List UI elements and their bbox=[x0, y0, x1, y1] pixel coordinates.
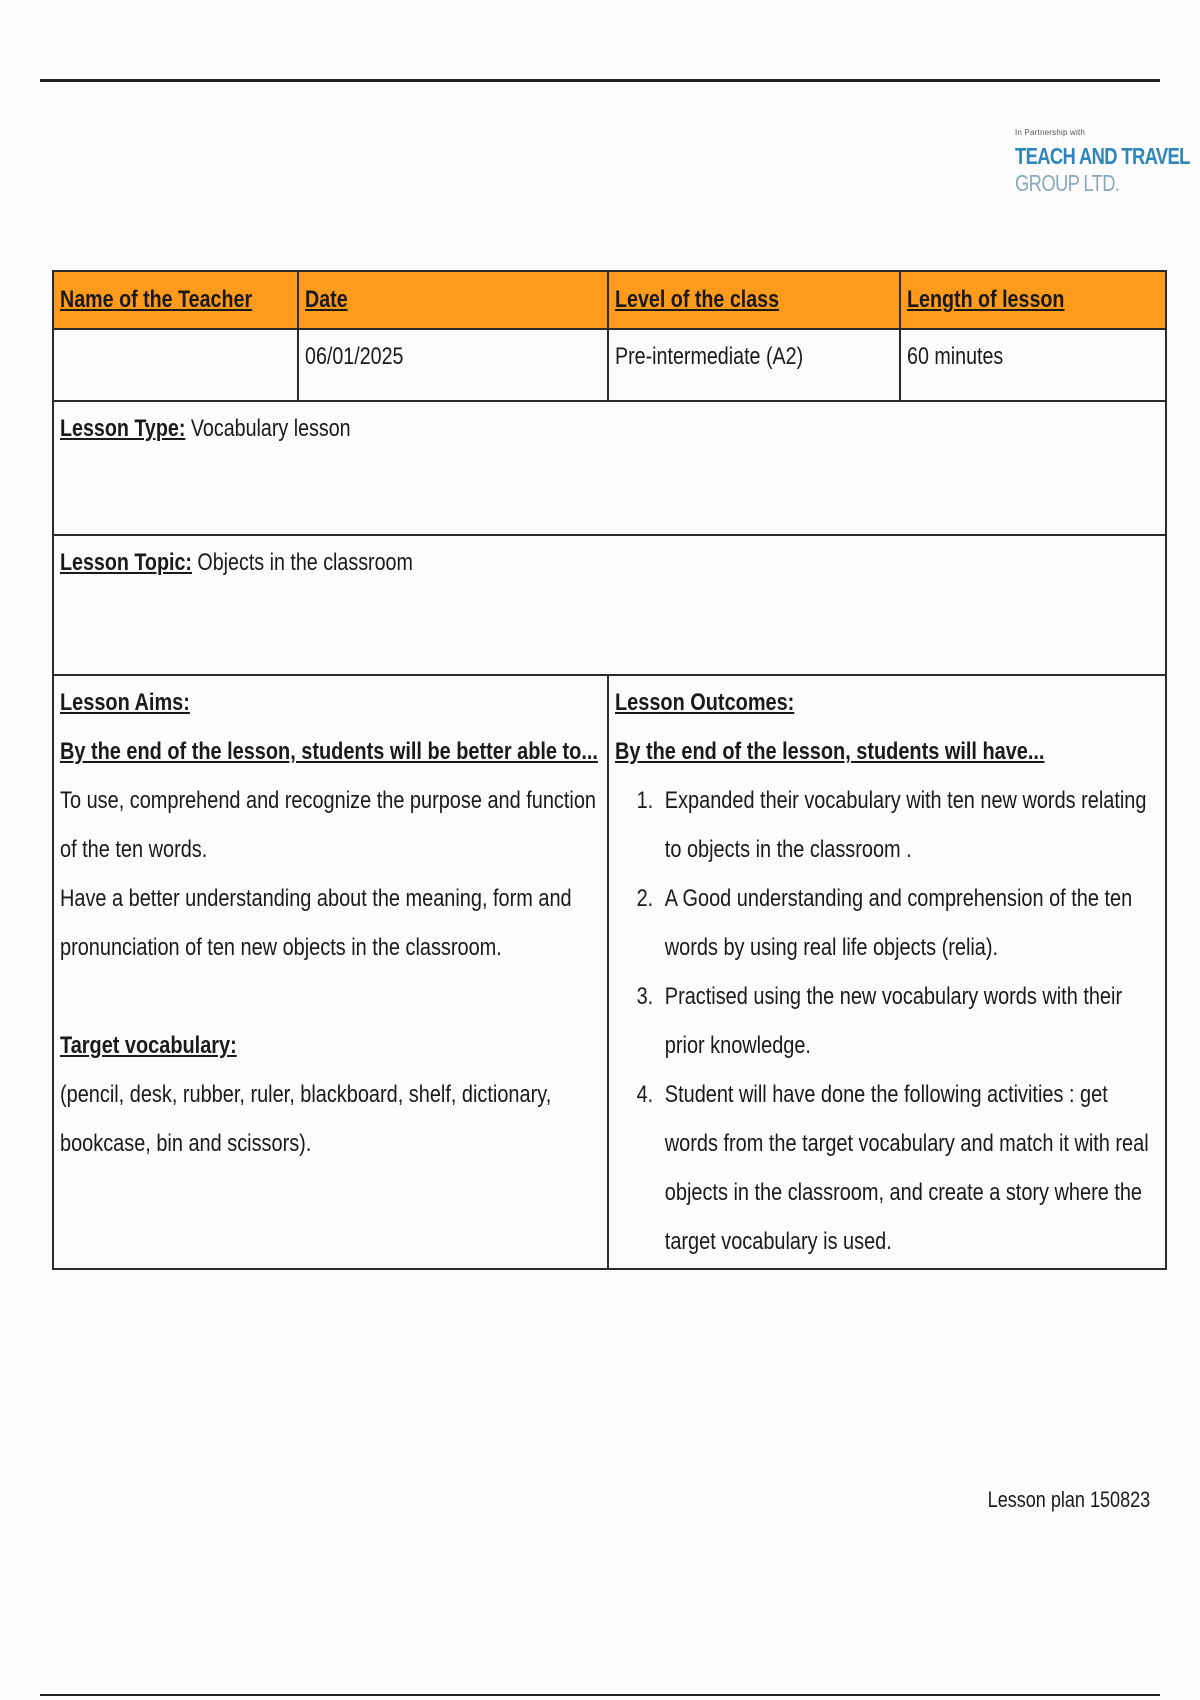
logo-line1: TEACH AND TRAVEL bbox=[1015, 143, 1190, 169]
aims-paragraph-1: To use, comprehend and recognize the purpose and function of the ten words. bbox=[60, 787, 596, 863]
length-value: 60 minutes bbox=[900, 329, 1166, 401]
aims-paragraph-2: Have a better understanding about the meaning, form and pronunciation of ten new objects in the classroom. bbox=[60, 885, 572, 961]
lesson-topic-row bbox=[53, 535, 1166, 675]
lesson-aims-label: Lesson Aims: bbox=[60, 689, 190, 716]
outcome-item: 3. Practised using the new vocabulary words with their prior knowledge. bbox=[636, 983, 1123, 1059]
teach-and-travel-logo bbox=[1015, 128, 1190, 197]
header-length: Length of lesson bbox=[900, 271, 1166, 329]
lesson-outcomes-intro: By the end of the lesson, students will have... bbox=[615, 738, 1045, 765]
lesson-topic-cell bbox=[53, 535, 1166, 675]
bottom-rule bbox=[40, 1694, 1160, 1696]
aims-outcomes-row bbox=[53, 675, 1166, 1269]
outcomes-list bbox=[615, 776, 1157, 1266]
values-row bbox=[53, 329, 1166, 401]
lesson-type-value: Vocabulary lesson bbox=[185, 415, 351, 442]
top-rule bbox=[40, 79, 1160, 82]
logo-partner-text: In Partnership with bbox=[1015, 128, 1086, 137]
lesson-outcomes-cell bbox=[608, 675, 1166, 1269]
level-value: Pre-intermediate (A2) bbox=[608, 329, 900, 401]
lesson-aims-cell bbox=[53, 675, 608, 1269]
lesson-outcomes-label: Lesson Outcomes: bbox=[615, 689, 795, 716]
lesson-topic-value: Objects in the classroom bbox=[191, 549, 413, 576]
lesson-topic-label: Lesson Topic: bbox=[60, 549, 192, 576]
lesson-type-cell bbox=[53, 401, 1166, 535]
header-date: Date bbox=[298, 271, 608, 329]
outcome-item: 2. A Good understanding and comprehension of the ten words by using real life objects (relia). bbox=[636, 885, 1133, 961]
date-value: 06/01/2025 bbox=[298, 329, 608, 401]
logo-line2: GROUP LTD. bbox=[1015, 170, 1120, 196]
header-row bbox=[53, 271, 1166, 329]
lesson-plan-table bbox=[52, 270, 1167, 1270]
lesson-type-label: Lesson Type: bbox=[60, 415, 186, 442]
lesson-type-row bbox=[53, 401, 1166, 535]
outcome-item: 1. Expanded their vocabulary with ten new words relating to objects in the classroom . bbox=[636, 787, 1147, 863]
lesson-plan-code: Lesson plan 150823 bbox=[987, 1487, 1150, 1512]
target-vocabulary-label: Target vocabulary: bbox=[60, 1032, 237, 1059]
lesson-aims-intro: By the end of the lesson, students will be better able to... bbox=[60, 738, 598, 765]
outcome-item: 4. Student will have done the following activities : get words from the target vocabulary and match it with real objects in the classroom, and create a story where the target vocabulary is used. bbox=[636, 1081, 1149, 1255]
header-level: Level of the class bbox=[608, 271, 900, 329]
header-teacher: Name of the Teacher bbox=[53, 271, 298, 329]
teacher-value bbox=[53, 329, 298, 401]
target-vocabulary-list: (pencil, desk, rubber, ruler, blackboard, shelf, dictionary, bookcase, bin and scissors). bbox=[60, 1081, 552, 1157]
